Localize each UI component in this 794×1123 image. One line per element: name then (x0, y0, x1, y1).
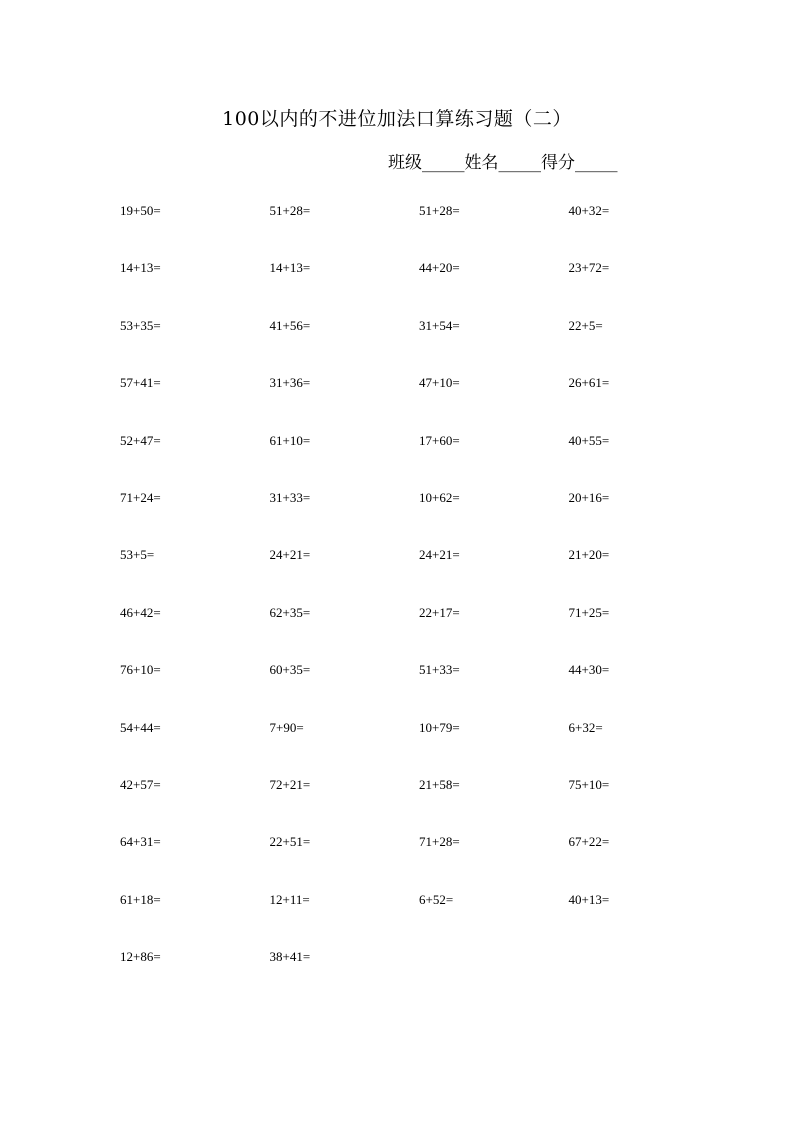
problem-item: 7+90= (269, 719, 304, 735)
problem-item: 22+5= (568, 317, 603, 333)
problem-item: 6+32= (568, 719, 603, 735)
problem-item: 24+21= (419, 547, 460, 563)
problem-item: 46+42= (120, 604, 161, 620)
problem-item: 17+60= (419, 432, 460, 448)
problem-item: 42+57= (120, 776, 161, 792)
problem-item: 40+13= (568, 891, 610, 907)
problem-item: 10+79= (419, 719, 460, 735)
problem-item: 47+10= (419, 375, 460, 391)
problem-item: 38+41= (269, 949, 311, 965)
problem-item: 72+21= (269, 776, 311, 792)
problem-item: 76+10= (120, 662, 161, 678)
problem-item: 51+28= (269, 203, 311, 218)
page-title: 100以内的不进位加法口算练习题（二） (222, 108, 572, 130)
problem-item: 44+30= (568, 662, 610, 678)
problem-item: 71+25= (568, 604, 610, 620)
problem-item: 67+22= (568, 834, 610, 850)
problem-item: 31+54= (419, 317, 460, 333)
problem-item: 12+86= (120, 949, 161, 965)
problem-item: 54+44= (120, 719, 161, 735)
problem-item: 62+35= (269, 604, 311, 620)
problem-item: 31+36= (269, 375, 311, 391)
problem-item: 71+28= (419, 834, 460, 850)
problem-item: 52+47= (120, 432, 161, 448)
problem-item: 21+20= (568, 547, 610, 563)
problem-item: 71+24= (120, 489, 161, 505)
problem-item: 12+11= (269, 891, 310, 907)
problem-grid (120, 203, 720, 1006)
problem-item: 6+52= (419, 891, 454, 907)
problem-item: 20+16= (568, 489, 610, 505)
problem-item: 19+50= (120, 203, 161, 218)
problem-item: 14+13= (269, 260, 311, 276)
problem-item: 40+55= (568, 432, 610, 448)
problem-item: 57+41= (120, 375, 161, 391)
problem-item: 44+20= (419, 260, 460, 276)
problem-item: 53+5= (120, 547, 155, 563)
problem-item: 51+33= (419, 662, 460, 678)
problem-item: 31+33= (269, 489, 311, 505)
problem-item: 53+35= (120, 317, 161, 333)
problem-item: 60+35= (269, 662, 311, 678)
problem-item: 64+31= (120, 834, 161, 850)
problem-item: 23+72= (568, 260, 610, 276)
problem-item: 22+51= (269, 834, 311, 850)
problem-item: 75+10= (568, 776, 610, 792)
problem-item: 10+62= (419, 489, 460, 505)
problem-item: 51+28= (419, 203, 460, 218)
problem-item: 21+58= (419, 776, 460, 792)
problem-item: 41+56= (269, 317, 311, 333)
problem-item: 22+17= (419, 604, 460, 620)
problem-item: 61+18= (120, 891, 161, 907)
problem-item: 61+10= (269, 432, 311, 448)
problem-item: 14+13= (120, 260, 161, 276)
problem-item: 26+61= (568, 375, 610, 391)
problem-item: 24+21= (269, 547, 311, 563)
student-info-line: 班级_____姓名_____得分_____ (388, 153, 618, 173)
problem-item: 40+32= (568, 203, 610, 218)
